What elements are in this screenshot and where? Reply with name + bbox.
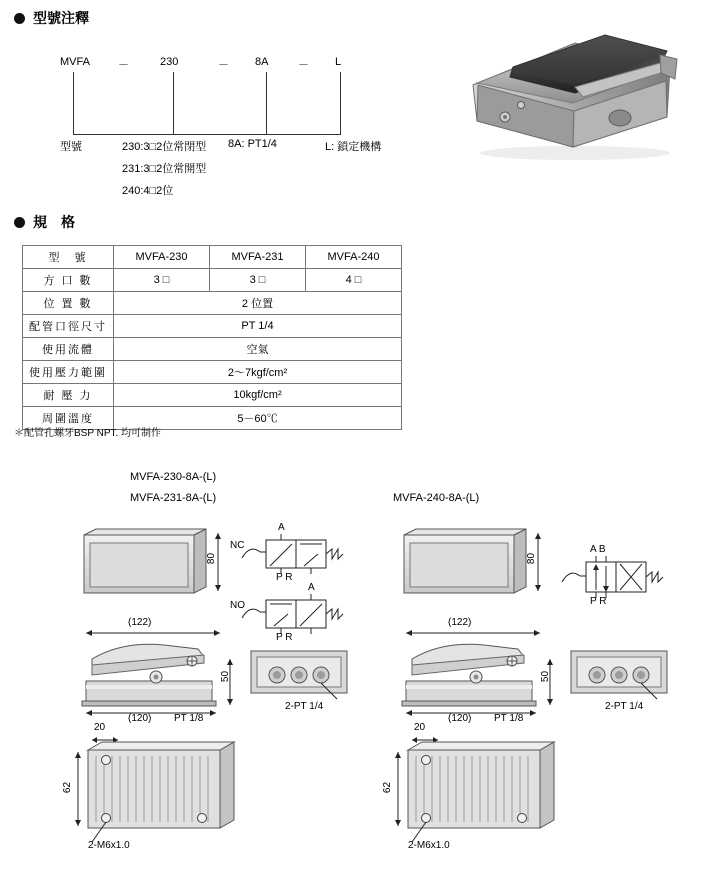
symbol-4way-right	[552, 544, 692, 614]
drawing-title-left-0: MVFA-230-8A-(L)	[130, 471, 217, 483]
spec-row-head-5: 使用壓力範圍	[23, 361, 114, 384]
leader-line-4	[340, 72, 341, 134]
spec-row-head-3: 配管口徑尺寸	[23, 315, 114, 338]
spec-cell-6-0: 10kgf/cm²	[114, 384, 402, 407]
spec-row-head-7: 周圍溫度	[23, 407, 114, 430]
spec-cell-3-0: PT 1/4	[114, 315, 402, 338]
right-elevation-drawing	[390, 617, 580, 724]
drawing-title-left-1: MVFA-231-8A-(L)	[130, 492, 217, 504]
table-row	[23, 269, 402, 292]
model-code-diagram	[40, 34, 470, 197]
legend-port-size: 8A: PT1/4	[228, 138, 277, 150]
legend-model-line-2: 240:4□2位	[122, 185, 174, 197]
spec-row-head-0: 型 號	[23, 246, 114, 269]
symbol-ports-pr-nc: P R	[276, 572, 293, 583]
dim-20-left: 20	[94, 722, 106, 733]
dim-50-left: 50	[220, 670, 232, 683]
symbol-label-nc: NC	[230, 540, 245, 551]
spec-cell-0-0: MVFA-230	[114, 246, 210, 269]
thread-2pt14-left: 2-PT 1/4	[285, 701, 324, 712]
spec-cell-4-0: 空氣	[114, 338, 402, 361]
legend-model-line-1: 231:3□2位常開型	[122, 163, 207, 175]
left-side-view-drawing	[70, 525, 250, 625]
bullet-icon	[14, 13, 25, 24]
dim-50-right: 50	[540, 670, 552, 683]
code-token-2: 230	[160, 56, 179, 68]
code-token-0: MVFA	[60, 56, 90, 68]
spec-cell-7-0: 5－60℃	[114, 407, 402, 430]
dim-122-left: (122)	[128, 617, 152, 628]
left-plan-view-drawing	[62, 722, 270, 855]
symbol-nc-left	[230, 522, 352, 588]
thread-pt18-right: PT 1/8	[494, 713, 524, 724]
spec-section-title	[14, 212, 75, 232]
thread-pt18-left: PT 1/8	[174, 713, 204, 724]
code-token-5: －	[298, 59, 309, 71]
symbol-port-a-no: A	[308, 582, 315, 593]
spec-cell-0-2: MVFA-240	[306, 246, 402, 269]
spec-row-head-6: 耐 壓 力	[23, 384, 114, 407]
thread-2m6-right: 2-M6x1.0	[408, 840, 450, 851]
dim-80-left: 80	[206, 552, 218, 565]
dim-62-left: 62	[62, 781, 74, 794]
dim-120-right: (120)	[448, 713, 472, 724]
dim-80-right: 80	[526, 552, 538, 565]
spec-row-head-1: 方 口 數	[23, 269, 114, 292]
spec-cell-1-1: 3 □	[210, 269, 306, 292]
specification-table	[22, 245, 402, 430]
symbol-ports-ab: A B	[590, 544, 606, 555]
leader-line-1	[73, 72, 74, 134]
legend-lock: L: 鎖定機構	[325, 141, 382, 153]
table-row	[23, 384, 402, 407]
spec-cell-0-1: MVFA-231	[210, 246, 306, 269]
code-token-1: －	[118, 59, 129, 71]
dim-20-right: 20	[414, 722, 426, 733]
leader-line-2	[173, 72, 174, 134]
spec-table-note: ＊配管孔螺牙BSP NPT. 均可制作	[14, 428, 162, 439]
dim-122-right: (122)	[448, 617, 472, 628]
leader-line-3	[266, 72, 267, 134]
symbol-port-a-nc: A	[278, 522, 285, 533]
symbol-ports-pr-right: P R	[590, 596, 607, 607]
model-code-title-text: 型號注釋	[33, 10, 89, 26]
code-token-6: L	[335, 56, 342, 68]
symbol-ports-pr-no: P R	[276, 632, 293, 643]
right-side-view-drawing	[390, 525, 570, 625]
product-photo	[455, 25, 695, 165]
spec-title-text: 規 格	[33, 214, 75, 230]
dim-120-left: (120)	[128, 713, 152, 724]
left-port-view-drawing	[245, 645, 355, 712]
dim-62-right: 62	[382, 781, 394, 794]
spec-cell-1-0: 3 □	[114, 269, 210, 292]
spec-row-head-2: 位 置 數	[23, 292, 114, 315]
symbol-label-no: NO	[230, 600, 245, 611]
leader-baseline	[73, 134, 341, 135]
thread-2m6-left: 2-M6x1.0	[88, 840, 130, 851]
table-row	[23, 315, 402, 338]
bullet-icon-2	[14, 217, 25, 228]
thread-2pt14-right: 2-PT 1/4	[605, 701, 644, 712]
drawing-title-right: MVFA-240-8A-(L)	[393, 492, 480, 504]
table-row	[23, 338, 402, 361]
right-plan-view-drawing	[382, 722, 590, 855]
table-row	[23, 292, 402, 315]
spec-cell-2-0: 2 位置	[114, 292, 402, 315]
code-token-4: 8A	[255, 56, 269, 68]
legend-model-label: 型號	[60, 141, 82, 153]
legend-model-line-0: 230:3□2位常閉型	[122, 141, 207, 153]
table-row	[23, 246, 402, 269]
spec-cell-1-2: 4 □	[306, 269, 402, 292]
spec-row-head-4: 使用流體	[23, 338, 114, 361]
left-elevation-drawing	[70, 617, 260, 724]
code-token-3: －	[218, 59, 229, 71]
table-row	[23, 361, 402, 384]
right-port-view-drawing	[565, 645, 675, 712]
spec-cell-5-0: 2～7kgf/cm²	[114, 361, 402, 384]
model-code-section-title	[14, 8, 89, 28]
